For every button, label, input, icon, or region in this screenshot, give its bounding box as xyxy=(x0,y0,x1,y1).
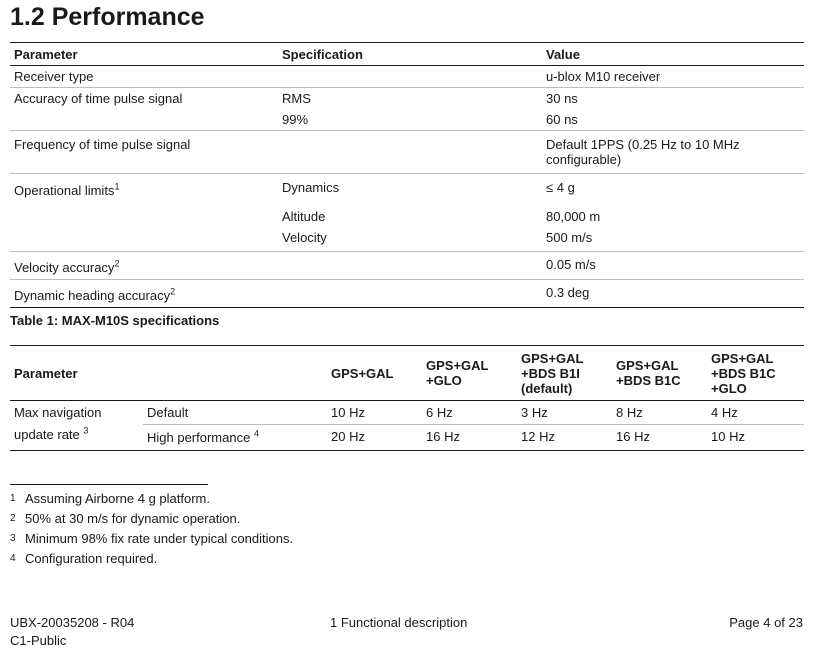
spec-cell xyxy=(278,252,542,280)
param-cell: Receiver type xyxy=(10,66,278,88)
footer-chapter: 1 Functional description xyxy=(330,615,468,630)
value-cell: 10 Hz xyxy=(707,425,804,451)
classification: C1-Public xyxy=(10,633,67,648)
table-header-row xyxy=(10,346,804,401)
section-title: 1.2 Performance xyxy=(10,3,205,31)
value-cell: 30 ns xyxy=(542,88,804,110)
header-constellation: GPS+GAL +BDS B1I (default) xyxy=(517,346,612,401)
param-label-line2: update rate xyxy=(14,427,80,442)
footnote-number: 3 xyxy=(10,533,16,544)
table-row xyxy=(10,88,804,110)
value-cell: 4 Hz xyxy=(707,401,804,425)
footnote xyxy=(10,511,293,531)
value-cell: u-blox M10 receiver xyxy=(542,66,804,88)
param-cell xyxy=(10,109,278,131)
footnote-text: Minimum 98% fix rate under typical conditions. xyxy=(25,531,294,546)
spec-cell: Velocity xyxy=(282,230,327,245)
value-cell: 0.05 m/s xyxy=(542,252,804,280)
table-row xyxy=(10,109,804,131)
value-cell: 60 ns xyxy=(546,112,578,127)
param-label-line1: Max navigation xyxy=(14,405,102,420)
specifications-table xyxy=(10,42,804,308)
value-cell: ≤ 4 g xyxy=(542,174,804,202)
footnote xyxy=(10,551,293,571)
table-row xyxy=(10,66,804,88)
spec-cell: 99% xyxy=(282,112,309,127)
header-specification: Specification xyxy=(278,43,542,66)
update-rate-table xyxy=(10,345,804,451)
spec-cell: Altitude xyxy=(282,209,326,224)
value-cell: 16 Hz xyxy=(422,425,517,451)
param-cell xyxy=(10,252,278,280)
mode-cell: Default xyxy=(143,401,327,425)
param-cell: Accuracy of time pulse signal xyxy=(10,88,278,110)
header-constellation: GPS+GAL +BDS B1C +GLO xyxy=(707,346,804,401)
document-id: UBX-20035208 - R04 xyxy=(10,615,135,630)
param-cell: Frequency of time pulse signal xyxy=(10,131,278,174)
footnote-separator xyxy=(10,484,208,485)
footnote-number: 4 xyxy=(10,553,16,564)
footnote xyxy=(10,491,293,511)
value-cell: 6 Hz xyxy=(422,401,517,425)
param-cell xyxy=(10,280,278,308)
footnote-ref: 2 xyxy=(114,258,120,269)
spec-cell xyxy=(278,280,542,308)
param-label: Operational limits xyxy=(14,183,115,198)
header-constellation: GPS+GAL xyxy=(327,346,422,401)
spec-cell xyxy=(278,66,542,88)
header-value: Value xyxy=(542,43,804,66)
table-row xyxy=(10,280,804,308)
param-cell xyxy=(10,201,278,227)
spec-cell xyxy=(278,131,542,174)
table-row xyxy=(10,174,804,202)
header-blank xyxy=(143,346,327,401)
table-header-row xyxy=(10,43,804,66)
spec-cell: Dynamics xyxy=(278,174,542,202)
table-row xyxy=(10,227,804,252)
value-cell: 20 Hz xyxy=(327,425,422,451)
footnote-ref: 4 xyxy=(253,429,259,440)
footnote-text: Assuming Airborne 4 g platform. xyxy=(25,491,210,506)
param-cell xyxy=(10,401,143,451)
header-parameter: Parameter xyxy=(10,43,278,66)
footnote-ref: 3 xyxy=(83,425,89,436)
value-cell: 0.3 deg xyxy=(542,280,804,308)
table-row xyxy=(10,401,804,425)
value-cell: 10 Hz xyxy=(327,401,422,425)
footnote xyxy=(10,531,293,551)
footer-page-number: Page 4 of 23 xyxy=(729,615,803,630)
param-label: Velocity accuracy xyxy=(14,260,115,275)
mode-label: High performance xyxy=(147,430,251,446)
table-caption: Table 1: MAX-M10S specifications xyxy=(10,313,220,328)
table-row xyxy=(10,252,804,280)
footnote-ref: 1 xyxy=(114,181,120,192)
param-cell xyxy=(10,174,278,202)
value-cell: Default 1PPS (0.25 Hz to 10 MHz configurable) xyxy=(542,131,804,174)
table-row xyxy=(10,201,804,227)
header-parameter: Parameter xyxy=(10,346,143,401)
value-cell: 8 Hz xyxy=(612,401,707,425)
footnote-text: Configuration required. xyxy=(25,551,158,566)
footnote-ref: 2 xyxy=(170,286,176,297)
value-cell: 500 m/s xyxy=(546,230,593,245)
footer-left xyxy=(10,614,134,650)
param-label: Dynamic heading accuracy xyxy=(14,288,171,303)
param-cell xyxy=(10,227,278,252)
value-cell: 12 Hz xyxy=(517,425,612,451)
footnote-number: 2 xyxy=(10,513,16,524)
header-constellation: GPS+GAL +GLO xyxy=(422,346,517,401)
footnote-number: 1 xyxy=(10,493,16,504)
value-cell: 16 Hz xyxy=(612,425,707,451)
table-row xyxy=(10,131,804,174)
footnotes xyxy=(10,491,293,571)
value-cell: 3 Hz xyxy=(517,401,612,425)
mode-cell xyxy=(143,425,327,451)
footnote-text: 50% at 30 m/s for dynamic operation. xyxy=(25,511,241,526)
value-cell: 80,000 m xyxy=(546,209,601,224)
header-constellation: GPS+GAL +BDS B1C xyxy=(612,346,707,401)
spec-cell: RMS xyxy=(278,88,542,110)
